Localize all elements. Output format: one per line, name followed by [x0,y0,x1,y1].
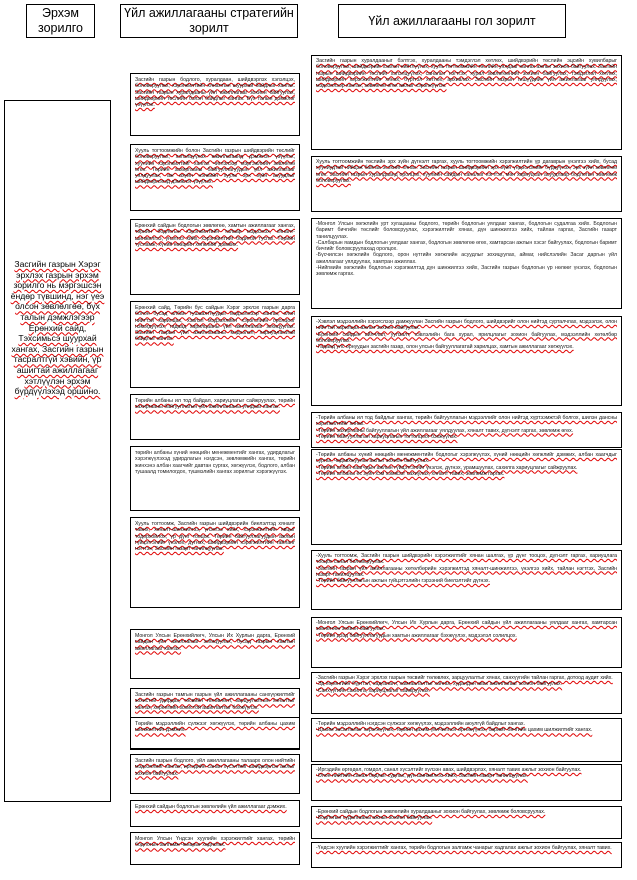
main-goal-6 [311,449,622,545]
main-goal-3 [311,218,622,309]
main-goal-9 [311,672,622,714]
main-goal-1 [311,55,622,150]
strategic-goal-text: Засгийн газрын бодлого, хуралдаан, шийдвэрлэх хэлэлцэх, боловсруулах, хэрэгжилтийн хяналтын шуурхай байдлыг хангах. Засгийн газрын хуралдааны үйл ажиллагааг зохион байгуулах, шийдвэрийн төслийн бэлэн байдлыг хангах. Бүх талын дэмжлэг үзүүлэх. [135,77,295,109]
strategic-goal-text: төрийн албаны хүний нөөцийн менежментийг хангах, удирдлагыг хэрэгжүүлэхэд удирдлагын нэгдсэн, зөвлөмжийн хангах, төрийн жинхэнэ албан хаагчийг давтан сургах, хөгжүүлэх, бодлого, албан тушаалд томилогдох, түшмэлийн хангах зорилгыг хэрэгжүүлэх. [135,450,295,475]
strategic-goal-10 [130,717,300,749]
main-goal-11 [311,764,622,801]
mission-text: Засгийн газрын Хэрэг эрхлэх газрын эрхэм зорилго нь мэргэшсэн ёндөр түвшинд, нэг үеэ олсон зөвлөлгөө, бүх талын дэмжлэгээр Ерөнхий сайд, Тэхсимьсэ шуурхай хангах, Засгийн газрын тасралтгүй хэвийн, үр ашигтай ажиллагааг хэтлүүлэн эрхэм бүрдүүлэхэд оршино. [10,259,105,397]
strategic-goal-1 [130,73,300,136]
main-goal-12 [311,806,622,839]
strategic-goal-5 [130,394,300,440]
strategic-goal-7 [130,517,300,608]
header-mission-label: Эрхэм зорилго [37,6,83,35]
main-goal-5 [311,412,622,448]
main-goal-text: -Ерөнхий сайдын бодлогын зөвлөлийн хуралдааныг зохион байгуулах, зөвлөмж боловсруулах. -Бодлогын судалгааны ажлыг зохион байгуулах. [316,809,546,822]
main-goal-text: Засгийн газрын хуралдааныг бэлтгэх, хуралдааны тэмдэглэл хөтлөх, шийдвэрийн төслийн эцсийн хувилбарыг боловсруулах, шийдвэрийг хэвлэн нийтлүүлэх, хууль тогтоомжийн төслийн уялдааг хангах ажлыг зохион байгуулах. Засгийн газрын шийдвэрийн төслийг хэлэлцүүлэх, саналыг нэгтгэх, хурал зөвлөгөөнийг зохион байгуулах, тэмдэглэл хөтлөх, шийдвэрийн хэрэгжилтийг хянах, бүртгэл хөтлөх, архивлах. Засгийн газрын гишүүдийн үйл ажиллагааг уялдуулах, мэдээллээр хангах, зөвлөгөө өгөх ажлыг хэрэгжүүлэх. [316,58,617,90]
main-goal-text: -Хэвлэл мэдээллийн хэрэгслээр дамжуулан Засгийн газрын бодлого, шийдвэрийг олон нийтэд сурталчлах, мэдээлэх, олон нийттэй харилцах ажлыг зохион байгуулах. -Ерөнхий сайдын айлчлал, уулзалт, хэвлэлийн бага хурал, ярилцлагыг зохион байгуулах, мэдээллийн хөтөлбөр боловсруулах. -Гадаад улс орнуудын засгийн газар, олон улсын байгууллагатай харилцах, хамтын ажиллагааг хөгжүүлэх. [316,319,617,351]
main-goal-text: -Засгийн газрын Хэрэг эрхлэх газрын төсвийг төлөвлөх, зарцуулалтыг хянах, санхүүгийн тайлан гаргах, дотоод аудит хийх. -Эд хөрөнгийн бүртгэл, хадгалалт, хамгаалалтыг хангах, худалдан авах ажиллагааг зохион байгуулах. -Санхүүгийн сахилга, хариуцлагыг сайжруулах. [316,675,613,694]
strategic-goal-text: Монгол Улсын Ерөнхийлөгч, Улсын Их Хурлын дарга, Ерөнхий сайдын үйл ажиллагааг зохицуулах, бусад газрын хамтын ажиллагааг хангах. [135,633,295,652]
header-main-goals [338,4,566,38]
strategic-goal-3 [130,219,300,295]
strategic-goal-13 [130,832,300,865]
main-goal-text: -Монгол Улсын хөгжлийн урт хугацааны бодлого, төрийн бодлогын уялдааг хангах, бодлогын судалгаа хийх. Бодлогын баримт бичгийн төслийг боловсруулах, хэрэгжилтийг хянах, дүн шинжилгээ хийх, тайлан гаргах, Засгийн газарт танилцуулах. -Салбарын яамдын бодлогын уялдааг хангах, бодлогын зөвлөгөө өгөх, хамтарсан ажлын хэсэг байгуулах, бодлогын баримт бичгийг боловсруулахад оролцох. -Бүсчилсэн хөгжлийн бодлого, орон нутгийн хөгжлийн асуудлыг зохицуулах, аймаг, нийслэлийн Засаг даргын үйл ажиллагааг уялдуулах, хамтран ажиллах. -Нийгмийн хөгжлийн бодлогын хэрэгжилтэд дүн шинжилгээ хийх, Засгийн газрын бодлогын үр нөлөөг үнэлэх, бодлогын зөвлөмж гаргах. [316,221,617,278]
header-strategic-label: Үйл ажиллагааны стратегийн зорилт [124,6,294,35]
strategic-goal-8 [130,629,300,679]
main-goal-text: -Хууль тогтоомж, Засгийн газрын шийдвэрийн хэрэгжилтийг хянан шалгах, үр дүнг тооцох, дүгнэлт гаргах, хариуцлага тооцох санал боловсруулах. -Засгийн газрын үйл ажиллагааны хөтөлбөрийн хэрэгжилтэд хяналт-шинжилгээ, үнэлгээ хийх, тайлан нэгтгэх, Засгийн газарт танилцуулах. -Төрийн байгууллагын ажлын гүйцэтгэлийн гэрээний биелэлтийг дүгнэх. [316,553,617,585]
main-goal-8 [311,617,622,668]
main-goal-4 [311,316,622,406]
strategic-goal-4 [130,301,300,388]
main-goal-text: -Төрийн албаны хүний нөөцийн менежментийн бодлогыг хэрэгжүүлэх, хүний нөөцийн хөгжлийг дэмжих, албан хаагчдыг сургах, чадавхжуулах ажлыг зохион байгуулах. -Төрийн албан хаагчдын ажлын гүйцэтгэлийг үнэлэх, дүгнэх, урамшуулах, сахилга хариуцлагыг сайжруулах. -Төрийн албаны ёс зүйн хэм хэмжээг сахиулах, хяналт тавих, зөвлөмж гаргах. [316,452,617,477]
header-main-label: Үйл ажиллагааны гол зорилт [368,13,536,28]
strategic-goal-text: Төрийн албаны ил тод байдал, хариуцлагыг сайжруулах, төрийн захиргааны байгууллагын үйл ажиллагааны уялдааг хангах. [135,398,295,411]
strategic-goal-text: Хууль тогтоомж, Засгийн газрын шийдвэрийн биелэлтэд хяналт тавих, хяналт-шинжилгээ, үнэлгээ хийх, хэрэгжилтийн явцыг тодорхойлох, үр дүнг тооцох. Төрийн байгууллагуудын ажлын гүйцэтгэлийг үнэлэх, дүгнэх, шийдвэрийн хэрэгжилтийн тайланг нэгтгэх, Засгийн газарт танилцуулах. [135,521,295,553]
main-goal-7 [311,550,622,610]
strategic-goal-12 [130,800,300,827]
main-goal-text: -Үндсэн хуулийн хэрэгжилтийг хангах, төрийн бодлогын залгамж чанарыг хадгалах ажлыг зохион байгуулах, хяналт тавих. [316,845,612,851]
strategic-goal-text: Ерөнхий сайд, Төрийн бус сайдын Хэрэг эрхлэх газрын дарга болон бусад албан тушаалтнуудыг мэдээллээр хангах, олон нийттэй харилцах, хэвлэл мэдээллийн хэрэгслийн оролцоог нэмэгдүүлэх, гадаад харилцааны үйл ажиллагааг зохицуулах. Засгийн газрын үйл ажиллагааны мэдээлэл, хариуцлагатай байдлыг хангах. [135,305,295,343]
strategic-goal-text: Төрийн мэдээллийн сүлжээг хөгжүүлэх, төрийн албаны цахим шилжилтийг дэмжих. [135,721,295,734]
strategic-goal-11 [130,754,300,794]
strategic-goal-text: Монгол Улсын Үндсэн хуулийн хэрэгжилтийг хангах, төрийн бодлогын залгамж чанарыг хадгалах. [135,836,295,849]
main-goal-2 [311,156,622,212]
header-strategic-goals [120,4,298,38]
main-goal-text: -Төрийн албаны ил тод байдлыг хангах, төрийн байгууллагын мэдээллийг олон нийтэд хүртээмжтэй болгох, шилэн дансны хэрэгжилтийг хянах. -Төрийн захиргааны байгууллагын үйл ажиллагааг уялдуулах, хяналт тавих, дүгнэлт гаргах, зөвлөмж өгөх. -Төрийн байгууллагын хариуцлагын тогтолцоог бэхжүүлэх. [316,415,617,440]
strategic-goal-text: Ерөнхий сайдын бодлогын зөвлөгөө, хамтын ажиллагааг хангах, төрийн бодлогын хэрэгжилтийн талаар мэдээлэх, хяналт-шинжилгээ, үнэлгээ хийх, хэрэгжилтийг бодитой тусгах. Төрийн тусламж, хүний нөөцийн хөгжлийг дэмжих. [135,223,295,248]
strategic-goal-text: Ерөнхий сайдын бодлогын зөвлөлийн үйл ажиллагааг дэмжих. [135,804,287,810]
main-goal-10 [311,718,622,762]
strategic-goal-text: Хууль тогтоомжийн болон Засгийн газрын шийдвэрийн төслийг боловсруулах, хэлэлцүүлэх ажиллагаанд дэмжлэг үзүүлэх, хуулийн хэрэгжилтийг хангах чиглэлээр мэргэжлийн зөвлөгөө өгөх. Төрийн захиргааны байгууллагуудын үйл ажиллагааг уялдуулах, аж ахуйн нэгжийн хууль эрх зүйн асуудлыг шийдвэрлэхэд дэмжлэг үзүүлэх. [135,148,295,186]
main-goal-text: -Иргэдийн өргөдөл, гомдол, санал хүсэлтийг хүлээн авах, шийдвэрлэх, хяналт тавих ажлыг зохион байгуулах. -Олон нийтийн санал бодлыг судлах, дүн шинжилгээ хийх, Засгийн газарт танилцуулах. [316,767,582,780]
strategic-goal-2 [130,144,300,211]
strategic-goal-6 [130,446,300,511]
main-goal-text: -Монгол Улсын Ерөнхийлөгч, Улсын Их Хурлын дарга, Ерөнхий сайдын үйл ажиллагааны уялдааг хангах, хамтарсан зөвлөгөөн зохион байгуулах. -Төрийн дээд байгууллагуудын хамтын ажиллагааг бэхжүүлэх, мэдээлэл солилцох. [316,620,617,639]
strategic-goal-text: Засгийн газрын бодлого, үйл ажиллагааны талаарх олон нийтийн мэдээллийг хангах, иргэдийн санал хүсэлтийг шийдвэрлэх ажлыг зохион байгуулах. [135,758,295,777]
main-goal-text: -Төрийн мэдээллийн нэгдсэн сүлжээг хөгжүүлэх, мэдээллийн аюулгүй байдлыг хангах. -Цахим засаглалыг хэрэгжүүлэх, төрийн цахим үйлчилгээг өргөжүүлэх, баримт бичгийн цахим шилжилтийг хангах. [316,721,593,734]
main-goal-text: Хууль тогтоомжийн төслийн эрх зүйн дүгнэлт гаргах, хууль тогтоомжийн хэрэгжилтийн үр дагаврын үнэлгээ хийх, бусад хуулиудтай нийцэж байгаа эсэхийг хянах. Засгийн газрын шийдвэрийн эрх зүйн үндэслэлийг бүрдүүлэх, эрх зүйн зөвлөгөө өгөх. Засгийн газрын хуралдаанд оролцох, хуулийн сайдын саналыг нэгтгэх, мөн хариуцсан асуудлаар бодлогын зөвлөмж боловсруулах. [316,159,617,184]
mission-box [4,100,111,802]
header-mission [26,4,95,38]
strategic-goal-text: Засгийн газрын тамгын газрын үйл ажиллагааны санхүүжилтийг зохистой удирдах, төсвийн төлөвлөлт, зарцуулалтын хяналтыг хангах, хөрөнгийн зохистой ашиглалтыг бэхжүүлэх. [135,692,295,711]
main-goal-13 [311,842,622,868]
